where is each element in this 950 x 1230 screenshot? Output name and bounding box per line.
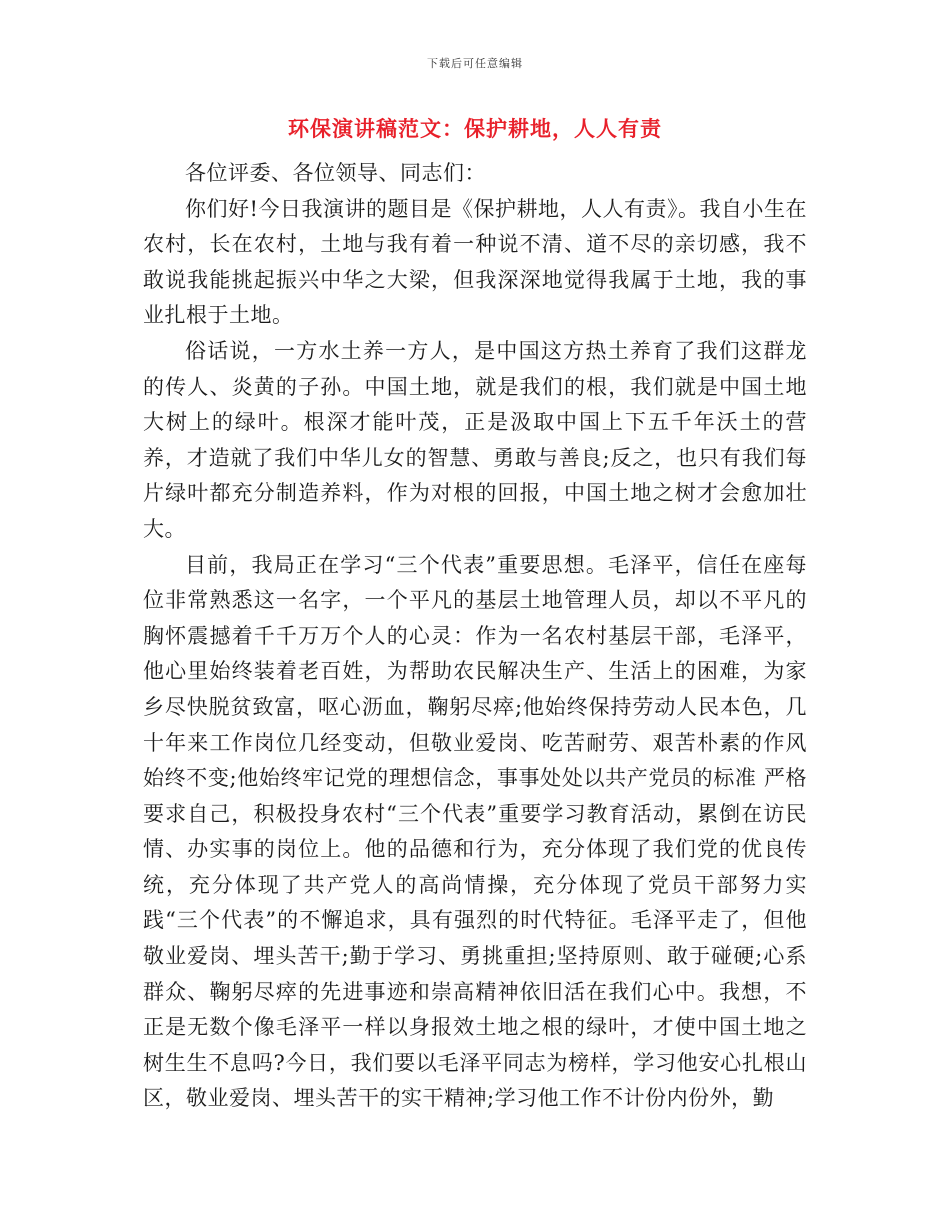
paragraph-salutation: 各位评委、各位领导、同志们：	[185, 161, 486, 185]
document-body	[143, 156, 807, 1117]
paragraph-2: 俗话说，一方水土养一方人，是中国这方热土养育了我们这群龙的传人、炎黄的子孙。中国土地，就是我们的根，我们就是中国土地大树上的绿叶。根深才能叶茂，正是汲取中国上下五千年沃土的营养，才造就了我们中华儿女的智慧、勇敢与善良;反之，也只有我们每片绿叶都充分制造养料，作为对根的回报，中国土地之树才会愈加壮大。	[143, 338, 807, 541]
download-note: 下载后可任意编辑	[427, 57, 523, 70]
paragraph-1: 你们好!今日我演讲的题目是《保护耕地，人人有责》。我自小生在农村，长在农村，土地与我有着一种说不清、道不尽的亲切感，我不敢说我能挑起振兴中华之大梁，但我深深地觉得我属于土地，我的事业扎根于土地。	[143, 196, 807, 328]
document-title: 环保演讲稿范文：保护耕地，人人有责	[288, 117, 662, 141]
paragraph-3: 目前，我局正在学习“三个代表”重要思想。毛泽平，信任在座每位非常熟悉这一名字，一个平凡的基层土地管理人员，却以不平凡的胸怀震撼着千千万万个人的心灵：作为一名农村基层干部，毛泽平，他心里始终装着老百姓，为帮助农民解决生产、生活上的困难，为家乡尽快脱贫致富，呕心沥血，鞠躬尽瘁;他始终保持劳动人民本色，几十年来工作岗位几经变动，但敬业爱岗、吃苦耐劳、艰苦朴素的作风始终不变;他始终牢记党的理想信念，事事处处以共产党员的标准 严格要求自己，积极投身农村“三个代表”重要学习教育活动，累倒在访民情、办实事的岗位上。他的品德和行为，充分体现了我们党的优良传统，充分体现了共产党人的高尚情操，充分体现了党员干部努力实践“三个代表”的不懈追求，具有强烈的时代特征。毛泽平走了，但他敬业爱岗、埋头苦干;勤于学习、勇挑重担;坚持原则、敢于碰硬;心系群众、鞠躬尽瘁的先进事迹和崇高精神依旧活在我们心中。我想，不正是无数个像毛泽平一样以身报效土地之根的绿叶，才使中国土地之树生生不息吗?今日，我们要以毛泽平同志为榜样，学习他安心扎根山区，敬业爱岗、埋头苦干的实干精神;学习他工作不计份内份外，勤	[143, 552, 807, 1111]
